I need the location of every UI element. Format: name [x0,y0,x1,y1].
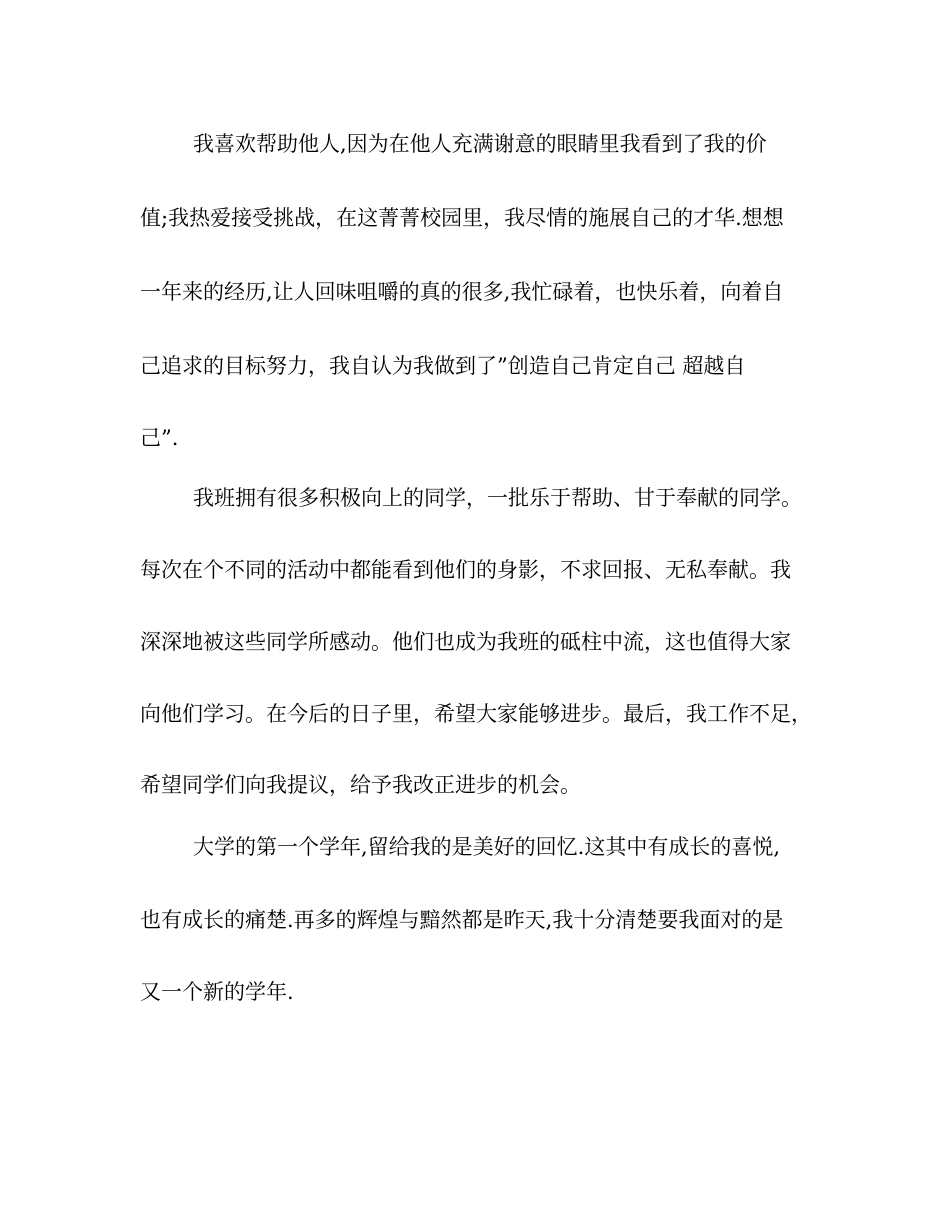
paragraph-line: 深深地被这些同学所感动。他们也成为我班的砥柱中流，这也值得大家 [140,630,791,654]
paragraph-line: 大学的第一个学年,留给我的是美好的回忆.这其中有成长的喜悦, [193,835,781,859]
paragraph-line: 向他们学习。在今后的日子里，希望大家能够进步。最后，我工作不足， [140,702,812,726]
paragraph-line: 我喜欢帮助他人,因为在他人充满谢意的眼睛里我看到了我的价 [193,132,767,156]
paragraph-line: 己”. [140,426,179,450]
paragraph-line: 值;我热爱接受挑战，在这菁菁校园里，我尽情的施展自己的才华.想想 [140,206,784,230]
paragraph-line: 又一个新的学年. [140,980,294,1004]
paragraph-line: 一年来的经历,让人回味咀嚼的真的很多,我忙碌着，也快乐着，向着自 [140,280,784,304]
paragraph-line: 也有成长的痛楚.再多的辉煌与黯然都是昨天,我十分清楚要我面对的是 [140,908,784,932]
paragraph-line: 每次在个不同的活动中都能看到他们的身影，不求回报、无私奉献。我 [140,558,791,582]
paragraph-line: 己追求的目标努力，我自认为我做到了”创造自己肯定自己 超越自 [140,354,746,378]
paragraph-line: 希望同学们向我提议，给予我改正进步的机会。 [140,773,581,797]
paragraph-line: 我班拥有很多积极向上的同学，一批乐于帮助、甘于奉献的同学。 [193,486,802,510]
